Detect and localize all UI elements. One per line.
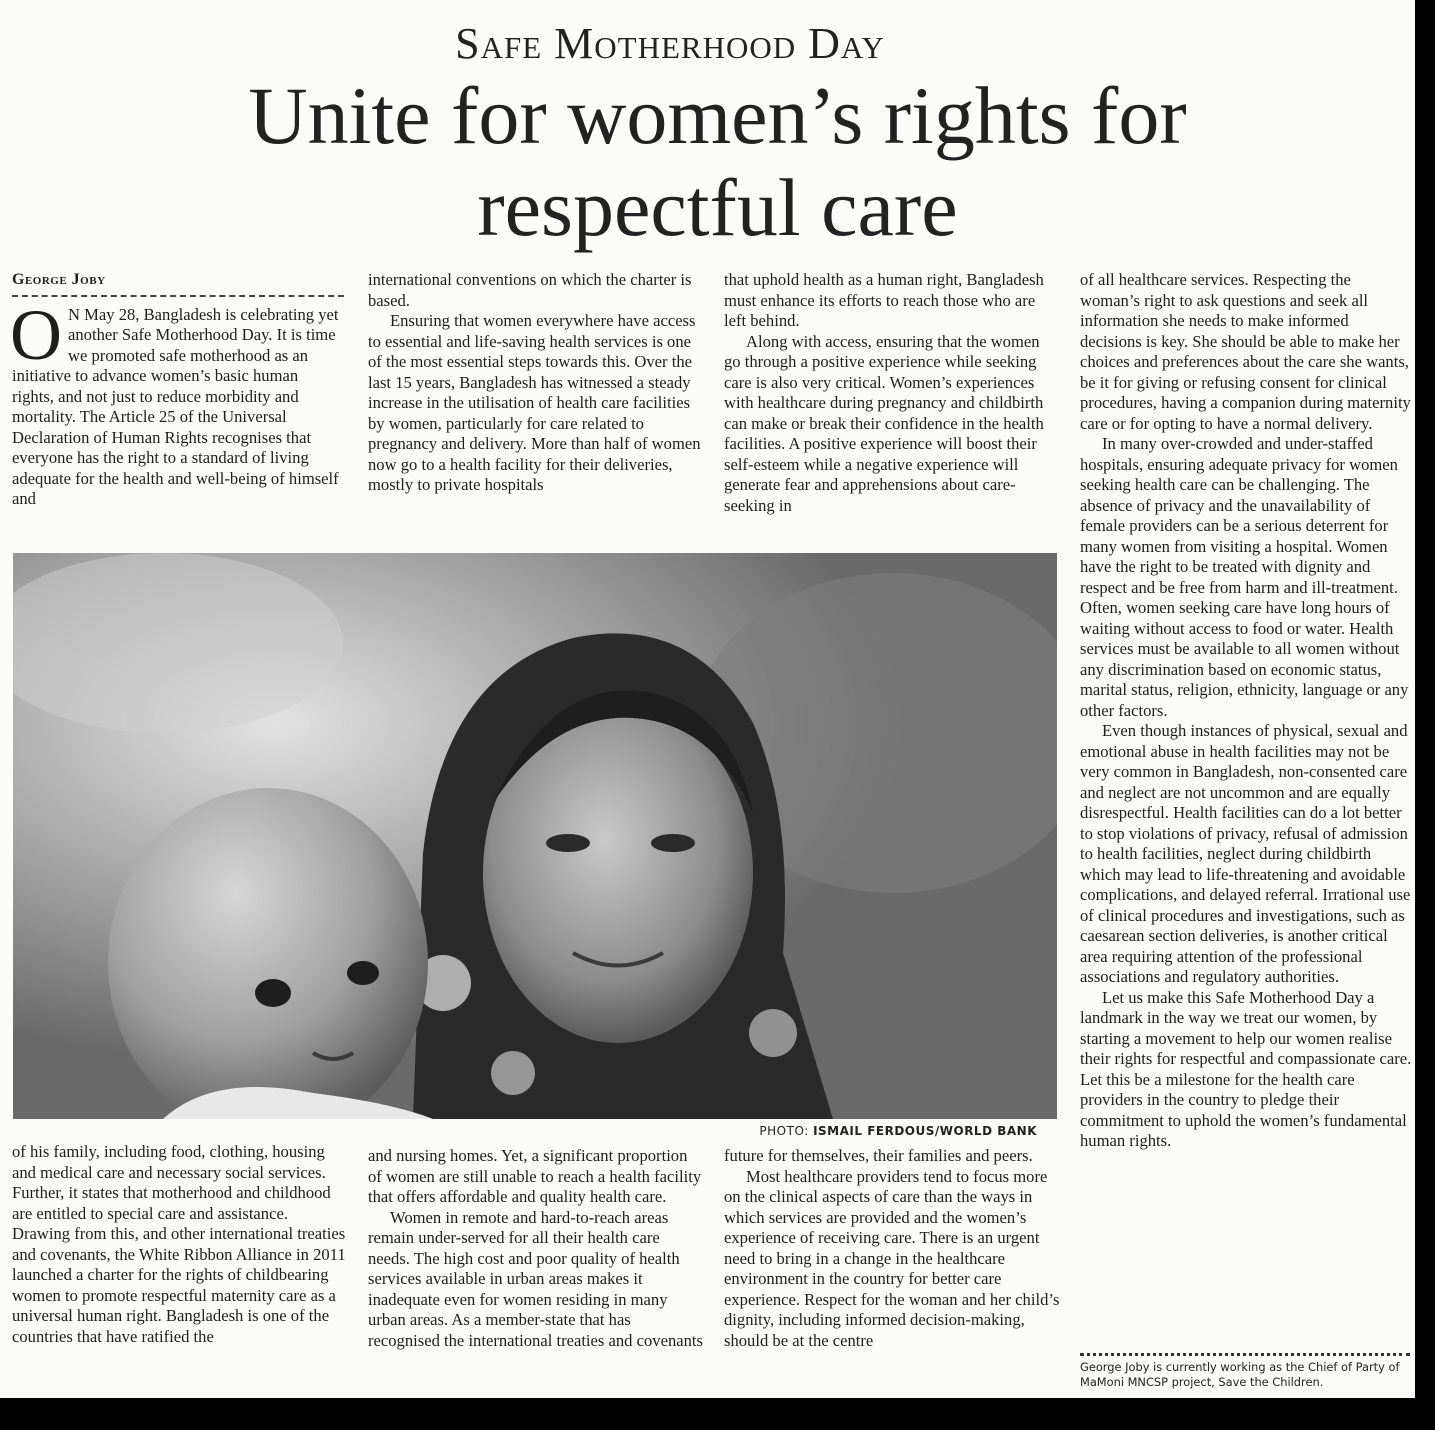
drop-cap: O [10,294,62,375]
mother-and-child-photo [13,553,1057,1119]
paragraph: Along with access, ensuring that the women go through a positive experience while seeking care is also very critical. Women’s experiences with healthcare during pregnancy and childbirth can make or break their confidence in the health facilities. A positive experience will boost their self-esteem while a negative experience will generate fear and apprehensions about care-seeking in [724,331,1044,515]
headline [0,70,1415,254]
paragraph: Women in remote and hard-to-reach areas remain under-served for all their health care needs. The high cost and poor quality of health services available in urban areas makes it inadequate even for women residing in many urban areas. As a member-state that has recognised the international treaties and covenants [368,1207,703,1350]
column-3-bottom [724,1146,1060,1351]
column-2-bottom [368,1146,704,1351]
author-bio: George Joby is currently working as the Chief of Party of MaMoni MNCSP project, Save the Children. [1080,1360,1400,1389]
paragraph: of all healthcare services. Respecting the woman’s right to ask questions and seek all information she needs to make informed decisions is key. She should be able to make her choices and preferences about the care she wants, be it for giving or refusing consent for clinical procedures, having a companion during maternity care or for opting to have a normal delivery. [1080,270,1411,433]
paragraph: Most healthcare providers tend to focus more on the clinical aspects of care than the ways in which services are provided and the women’s experience of receiving care. There is an urgent need to bring in a change in the healthcare environment in the country for better care experience. Respect for the woman and her child’s dignity, including informed decision-making, should be at the centre [724,1166,1060,1350]
paragraph: international conventions on which the charter is based. [368,270,692,310]
column-1-top [12,270,344,510]
dotted-divider [1080,1353,1410,1356]
headline-line-1: Unite for women’s rights for [248,70,1187,161]
lead-text: N May 28, Bangladesh is celebrating yet another Safe Motherhood Day. It is time we promoted safe motherhood as an initiative to advance women’s basic human rights, and not just to reduce morbidity and mortality. The Article 25 of the Universal Declaration of Human Rights recognises that everyone has the right to a standard of living adequate for the health and well-being of himself and [12,304,339,508]
paragraph: In many over-crowded and under-staffed hospitals, ensuring adequate privacy for women seeking health care can be challenging. The absence of privacy and the unavailability of female providers can be a serious deterrent for many women from visiting a hospital. Women have the right to be treated with dignity and respect and be free from harm and ill-treatment. Often, women seeking care have long hours of waiting without access to food or water. Health services must be available to all women without any discrimination based on economic status, marital status, religion, ethnicity, language or any other factors. [1080,434,1409,720]
section-kicker: Safe Motherhood Day [455,19,885,68]
paragraph: and nursing homes. Yet, a significant proportion of women are still unable to reach a health facility that offers affordable and quality health care. [368,1146,702,1206]
paragraph: Ensuring that women everywhere have access to essential and life-saving health services is one of the most essential steps towards this. Over the last 15 years, Bangladesh has witnessed a steady increase in the utilisation of health care facilities by women, particularly for care related to pregnancy and delivery. More than half of women now go to a health facility for their deliveries, mostly to private hospitals [368,311,701,494]
photo-credit: PHOTO: ISMAIL FERDOUS/WORLD BANK [759,1124,1037,1138]
column-4 [1080,270,1414,1152]
paragraph: Even though instances of physical, sexual and emotional abuse in health facilities may not be very common in Bangladesh, non-consented care and neglect are not uncommon and are equally disrespectful. Health facilities can do a lot better to stop violations of privacy, refusal of admission to health facilities, neglect during childbirth which may lead to life-threatening and avoidable complications, and delayed referral. Irrational use of clinical procedures and investigations, such as caesarean section deliveries, is another critical area requiring attention of the professional associations and regulatory authorities. [1080,721,1411,986]
headline-line-2: respectful care [477,162,958,253]
article-photo [13,553,1057,1119]
paragraph: that uphold health as a human right, Bangladesh must enhance its efforts to reach those who are left behind. [724,270,1044,330]
column-3-top [724,270,1060,516]
paragraph: Let us make this Safe Motherhood Day a landmark in the way we treat our women, by starting a movement to help our women realise their rights for respectful and compassionate care. Let this be a milestone for the health care providers in the country to pledge their commitment to uphold the women’s fundamental human rights. [1080,987,1412,1150]
column-2-top [368,270,704,496]
lead-paragraph [10,294,344,510]
paragraph: of his family, including food, clothing, housing and medical care and necessary social services. Further, it states that motherhood and childhood are entitled to special care and assistance. Drawing from this, and other international treaties and covenants, the White Ribbon Alliance in 2011 launched a charter for the rights of childbearing women to promote respectful maternity care as a universal human right. Bangladesh is one of the countries that have ratified the [12,1142,346,1346]
byline: George Joby [12,270,344,297]
column-1-bottom [12,1142,348,1347]
paragraph: future for themselves, their families and peers. [724,1146,1033,1165]
